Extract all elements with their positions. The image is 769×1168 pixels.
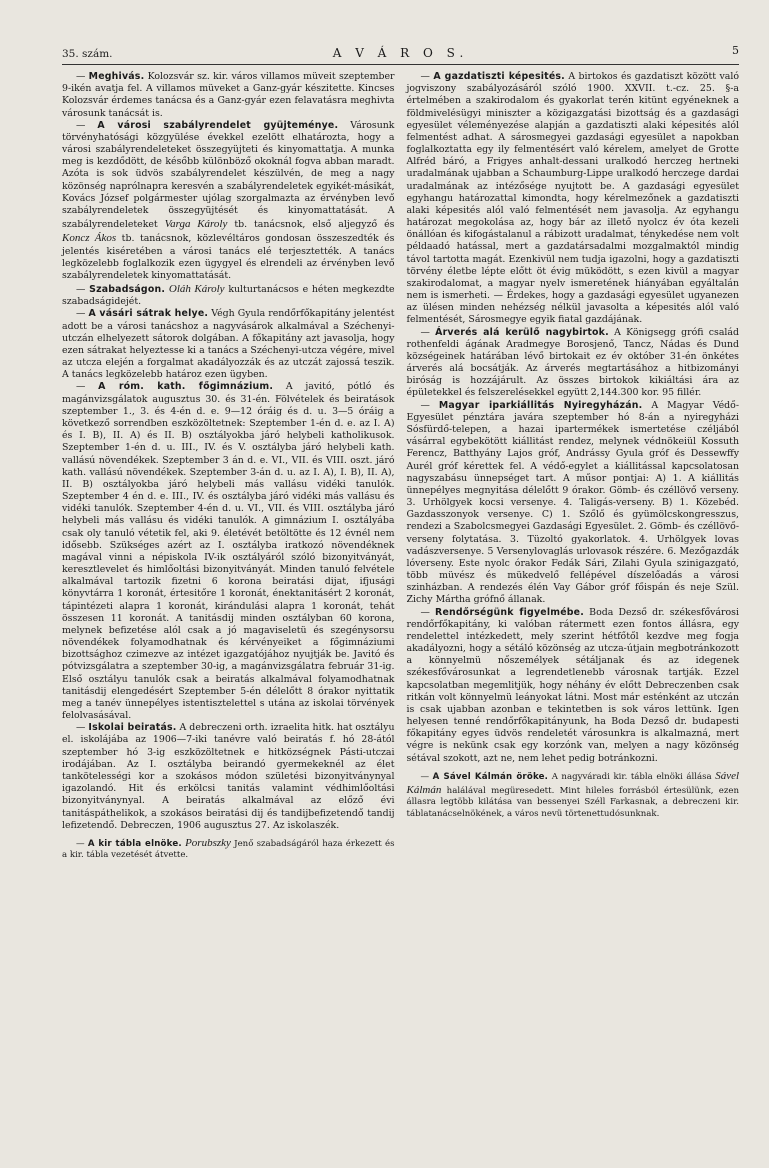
article-iskolai: — Iskolai beiratás. A debreczeni orth. izraelita hitk. hat osztályu el. iskolájába az 1906—7-iki tanévre való beiratás f. hó 28-ától szeptember hó 3-ig eszközöltetnek e hitközségnek Pásti-utczai irodájában. Az I. osztályba beirandó gyermekeknél az élet tankötelességi kor a szokásos módon születési bizonyitványnyal igazolandó. Hit és erkölcsi tanitás valamint védhimlőoltási bizonyitványnyal. A beiratás alkalmával az előző évi tanitáspáthelikok, a szokásos beiratási dij és tandijbefizetendő tandij lefizetendő. Debreczen, 1906 augusztus 27. Az iskolaszék. <box>62 722 395 831</box>
running-header <box>62 40 739 60</box>
article-heading: A Sável Kálmán öröke. <box>432 771 549 782</box>
person-name: Varga Károly <box>164 218 228 231</box>
article-heading: A kir tábla elnöke. <box>87 838 182 849</box>
header-rule <box>62 64 739 65</box>
article-gazdatiszti: — A gazdatiszti képesités. A birtokos és gazdatiszt között való jogviszony szabályozásáról szóló 1900. XXVII. t.-cz. 25. §-a értelmében a szakirodalom és gyakorlat terén kitünt egyéneknek a földmivelésügyi miniszter a közigazgatási bizottság és a gazdasági egyesület véleményezése alapján a gazdatiszti alaki képesités alól felmentést adhat. A sárosmegyei gazdasági egyesület a napokban foglalkoztatta egy ily felmentésért való kérelem, amelyet de Grotte Alfréd báró, a Frigyes anhalt-dessani uralkodó herczeg hertneki uradalmának ujabban a Schaumburg-Lippe uralkodó herczege dardai uradalmának az intézősége nyujtott be. A gazdasági egyesület egyhangu határozattal kimondta, hogy kérelmezőnek a gazdatiszti alaki képesités alól való felmentését nem javasolja. Az egyhangu határozat megokolása az, hogy bár az illető nyolcz év óta kezeli önállóan és kifogástalanul a rábizott uradalmat, ténykedése nem volt példaadó hatással, mert a gazdatársadalmi mozgalmaktól mindig távol tartotta magát. Ezenkivül nem tudja igazolni, hogy a gazdatiszti törvény életbe lépte előtt öt évig müködött, s ezen kivül a magyar szakirodalomat, a magyar nyelv ismeretének hiányában egyáltalán nem is ismerheti. — Érdekes, hogy a gazdasági egyesület ugyanezen az ülésen minden nehézség nélkül javasolta a képesités alól való felmentését, Sárosmegye egyik fiatal gazdájának. <box>406 71 740 326</box>
article-kir-tabla: — A kir tábla elnöke. Porubszky Jenő szabadságáról haza érkezett és a kir. tábla vezetését átvette. <box>62 836 395 861</box>
article-heading: Magyar iparkiállitás Nyiregyházán. <box>438 399 643 411</box>
article-rendor: — Rendőrségünk figyelmébe. Boda Dezső dr. székesfővárosi rendőrfőkapitány, ki valóban rátermett ezen fontos állásra, egy rendelettel intézkedett, mely szerint hétfőtől kezdve meg fogja akadályozni, hogy a sétáló közönség az utcza-útjain megbotránkozott a könnyelmü nőszemélyek sétáljanak és az idegenek székesfővárosunkat a legrendetlenebb városnak tartják. Ezzel kapcsolatban megemlitjük, hogy néhány év előtt Debreczenben csak ritkán volt könnyelmü leányokat látni. Most már esténként az utczán is csak ujabban azonban e tekintetben is sok város lettünk. Igen helyesen tenné rendőrfőkapitányunk, ha Boda Dezső dr. budapesti főkapitány egyes üdvös rendeletét városunkra is alkalmazná, mert végre is nekünk csak egy korzónk van, melyen a nagy közönség sétával szokott, azt ne, nem lehet pedig botránkozni. <box>406 606 739 764</box>
article-heading: Iskolai beiratás. <box>88 722 177 734</box>
issue-number: 35. szám. <box>62 48 113 60</box>
article-heading: Szabadságon. <box>89 284 166 296</box>
article-heading: A gazdatiszti képesités. <box>433 71 565 82</box>
article-heading: A róm. kath. főgimnázium. <box>98 381 274 393</box>
person-name: Sável Kálmán <box>406 769 740 797</box>
article-arveres: — Árverés alá kerülő nagybirtok. A Königsegg grófi család rothenfeldi ágának Aradmegye Borosjenő, Tancz, Nádas és Dund községeinek határában lévő birtokait ez év október 31-én önkétes árverés alá bocsátják. Az árverés megtartásához a hitbizományi biróság is hozzájárult. Az összes birtokok kikiáltási ára az épületekkel és felszerelésekkel együtt 2,144.300 kor. 95 fillér. <box>406 326 740 399</box>
right-column <box>407 71 740 861</box>
article-ipar: — Magyar iparkiállitás Nyiregyházán. A Magyar Védő-Egyesület pénztára javára szeptember hó 8-án a nyiregyházi Sósfürdő-telepen, a hazai ipartermékek ismertetése czéljából vásárral egybekötött kiállitást rendez, melynek védnökeiül Kossuth Ferencz, Batthyány Lajos gróf, Andrássy Gyula gróf és Dessewffy Aurél gróf kérettek fel. A védő-egylet a kiállitással kapcsolatosan nagyszabásu ünnepséget tart. A műsor pontjai: A) 1. A kiállitás ünnepélyes megnyitása délelőtt 9 órakor. Gömb- és czéllövő verseny. 3. Urhölgyek kocsi versenye. 4. Taligás-verseny. B) 1. Közebéd. Gazdasszonyok versenye. C) 1. Szőlő és gyümölcskongresszus, rendezi a Szabolcsmegyei Gazdasági Egyesület. 2. Gömb- és czéllövő-verseny folytatása. 3. Tüzoltó gyakorlatok. 4. Urhölgyek lovas vadászversenye. 5 Versenylovaglás urlovasok részére. 6. Mezőgazdák lóverseny. Este nyolc órakor Fedák Sári, Zilahi Gyula szinigazgató, több müvész és mükedvelő fellépével díszelőadás a városi szinházban. A rendezés élén Vay Gábor gróf főispán és neje Szül. Zichy Mártha grófnő állanak. <box>406 399 739 606</box>
person-name: Koncz Ákos <box>62 232 117 245</box>
article-szabadsagon: — Szabadságon. Oláh Károly kulturtanácsos e héten megkezdte szabadságidejét. <box>62 283 395 308</box>
article-savel: — A Sável Kálmán öröke. A nagyváradi kir. tábla elnöki állása Sável Kálmán halálával megüresedett. Mint hileles forrásból értesülünk, ezen állasra legtöbb kilátása van bessenyei Széll Farkasnak, a debreczeni kir. táblatanácselnökének, a város nevü törtenettudósunknak. <box>406 769 740 819</box>
person-name: Oláh Károly <box>168 283 225 296</box>
article-heading: Rendőrségünk figyelmébe. <box>435 606 585 618</box>
article-meghivas: — Meghivás. Kolozsvár sz. kir. város villamos müveit szeptember 9-ikén avatja fel. A villamos müveket a Ganz-gyár készitette. Kincses Kolozsvár érdemes tanácsa és a Ganz-gyár ezen felavatásra meghivta városunk tanácsát is. <box>62 71 395 119</box>
journal-title: A V Á R O S. <box>332 46 469 60</box>
article-szabalyrendelet: — A városi szabályrendelet gyüjteménye. Városunk törvényhatósági közgyülése évekkel ezelött elhatározta, hogy a városi szabályrendeleteket összegyüjteti és kinyomattatja. A munka meg is kezdődött, de később különböző okoknál fogva abban maradt. Azóta is sok üdvös szabályrendelet készülvén, de meg a nagy közönség naprólnapra keresvén a szabályrendeletek egyikét-másikát, Kovács József polgármester ujólag szorgalmazta az érvényben levő szabályrendeletek összegyüjtését és kinyomattatását. A szabályrendeleteket Varga Károly tb. tanácsnok, első aljegyző és Koncz Ákos tb. tanácsnok, közlevéltáros gondosan összeszedték és jelentés kiséretében a városi tanács elé terjesztették. A tanács legközelebb foglalkozik ezen ügygyel és elrendeli az érvényben levő szabályrendeletek kinyomattatását. <box>62 119 395 281</box>
person-name: Porubszky <box>185 836 231 849</box>
columns <box>62 71 739 861</box>
article-rom-kath: — A róm. kath. főgimnázium. A javitó, pótló és magánvizsgálatok augusztus 30. és 31-én. Fölvételek és beiratások szeptember 1., 3. és 4-én d. e. 9—12 óráig és d. u. 3—5 óráig a következő sorrendben eszközöltetnek: Szeptember 1-én d. e. az I. A) és I. B), II. A) és II. B) osztályokba járó helybeli katholikusok. Szeptember 1-én d. u. III., IV. és V. osztályba járó helybeli kath. vallású növendékek. Szeptember 3 án d. e. VI., VII. és VIII. oszt. járó kath. vallású növendékek. Szeptember 3-án d. u. az I. A), I. B), II. A), II. B) osztályokba járó helybeli más vallásu vidéki tanulók. Szeptember 4 én d. e. III., IV. és osztályba járó vidéki más vallásu és vidéki tanulók. Szeptember 4-én d. u. VI., VII. és VIII. osztályba járó helybeli más vallásu és vidéki tanulók. A gimnázium I. osztályába csak oly tanuló vétetik fel, aki 9. életévét betöltötte és 12 évnél nem idősebb. Szükséges azért az I. osztályba iratkozó növendéknek magával vinni a népiskola IV-ik osztályáról szóló bizonyitványát, keresztlevelet és himlőoltási bizonyitványát. Minden tanuló felvétele alkalmával tartozik fizetni 6 korona beiratási dijat, ifjusági könyvtárra 1 koronát, értesitőre 1 koronát, énektanitásért 2 koronát, tápintézeti alapra 1 koronát, kirándulási alapra 1 koronát, tehát összesen 11 koronát. A tanitásdij minden osztályban 60 korona, melynek befizetése alól csak a jó magaviseletü és szegénysorsu növendékek folyamodhatnak és kérvényeiket a főgimnáziumi bizottsághoz czimezve az intézet igazgatójához nyujtják be. Javitó és pótvizsgálatra a szeptember 30-ig, a magánvizsgálatra február 31-ig. Első osztályu tanulók csak a beiratás alkalmával folyamodhatnak tanitásdij elengedésért Szeptember 5-én délelőtt 8 órakor nyittatik meg a tanév ünnepélyes istentisztelettel s utána az iskolai törvények felolvasásával. <box>62 381 395 722</box>
article-vasari: — A vásári sátrak helye. Végh Gyula rendőrfőkapitány jelentést adott be a városi tanácshoz a nagyvásárok alkalmával a Széchenyi-utczán elhelyezett sátorok dolgában. A főkapitány azt javasolja, hogy ezen sátrakat helyeztesse ki a tanács a Széchenyi-utcza végére, mivel az utcza elején a forgalmat akadályozzák és az utczát zajossá teszik. A tanács legközelebb határoz ezen ügyben. <box>62 308 395 381</box>
page-number: 5 <box>732 44 739 57</box>
article-heading: A városi szabályrendelet gyüjteménye. <box>97 119 339 131</box>
article-heading: Árverés alá kerülő nagybirtok. <box>435 326 609 338</box>
article-heading: A vásári sátrak helye. <box>88 308 209 320</box>
article-heading: Meghivás. <box>88 71 145 82</box>
left-column <box>62 71 395 861</box>
